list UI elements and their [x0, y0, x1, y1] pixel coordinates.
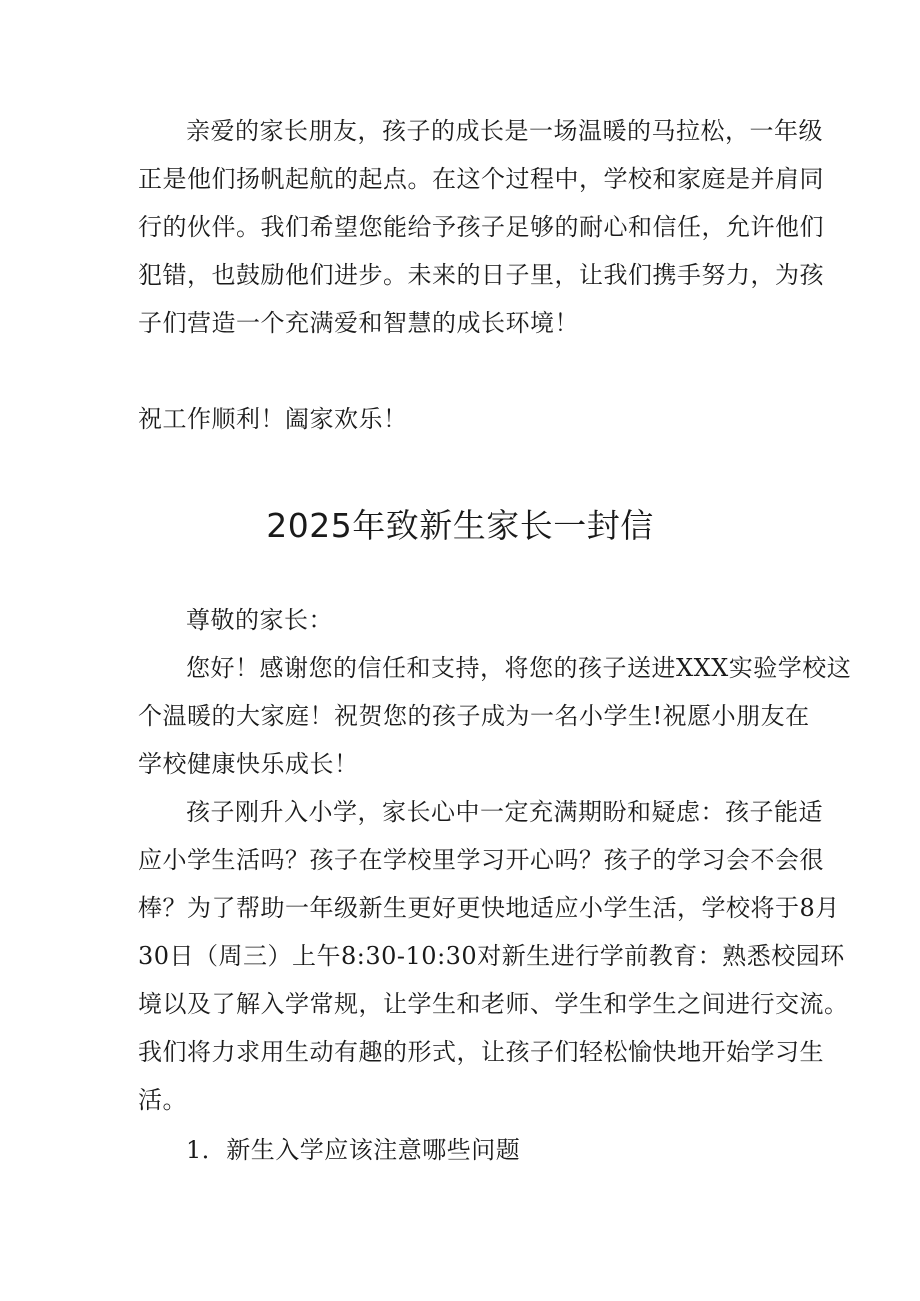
greeting-line: 个温暖的大家庭！祝贺您的孩子成为一名小学生!祝愿小朋友在 [138, 702, 810, 730]
closing-paragraph-line: 亲爱的家长朋友，孩子的成长是一场温暖的马拉松，一年级 [186, 117, 823, 145]
body-line: 我们将力求用生动有趣的形式，让孩子们轻松愉快地开始学习生 [138, 1038, 824, 1066]
body-line: 活。 [138, 1086, 187, 1114]
body-line: 棒？为了帮助一年级新生更好更快地适应小学生活，学校将于8月 [138, 894, 840, 922]
greeting-line: 学校健康快乐成长！ [138, 750, 359, 778]
closing-paragraph-line: 犯错，也鼓励他们进步。未来的日子里，让我们携手努力，为孩 [138, 261, 824, 289]
letter-title: 2025年致新生家长一封信 [266, 506, 654, 545]
section-heading: 1．新生入学应该注意哪些问题 [186, 1136, 521, 1164]
closing-wishes: 祝工作顺利！阖家欢乐！ [138, 405, 408, 433]
closing-paragraph-line: 子们营造一个充满爱和智慧的成长环境！ [138, 309, 579, 337]
greeting-line: 您好！感谢您的信任和支持，将您的孩子送进XXX实验学校这 [186, 654, 852, 682]
letter-salutation: 尊敬的家长： [186, 606, 333, 634]
closing-paragraph-line: 行的伙伴。我们希望您能给予孩子足够的耐心和信任，允许他们 [138, 213, 824, 241]
closing-paragraph-line: 正是他们扬帆起航的起点。在这个过程中，学校和家庭是并肩同 [138, 165, 824, 193]
body-line: 孩子刚升入小学，家长心中一定充满期盼和疑虑：孩子能适 [186, 798, 823, 826]
body-line: 境以及了解入学常规，让学生和老师、学生和学生之间进行交流。 [138, 990, 849, 1018]
body-line: 应小学生活吗？孩子在学校里学习开心吗？孩子的学习会不会很 [138, 846, 824, 874]
body-line: 30日（周三）上午8:30-10:30对新生进行学前教育：熟悉校园环 [138, 942, 845, 970]
